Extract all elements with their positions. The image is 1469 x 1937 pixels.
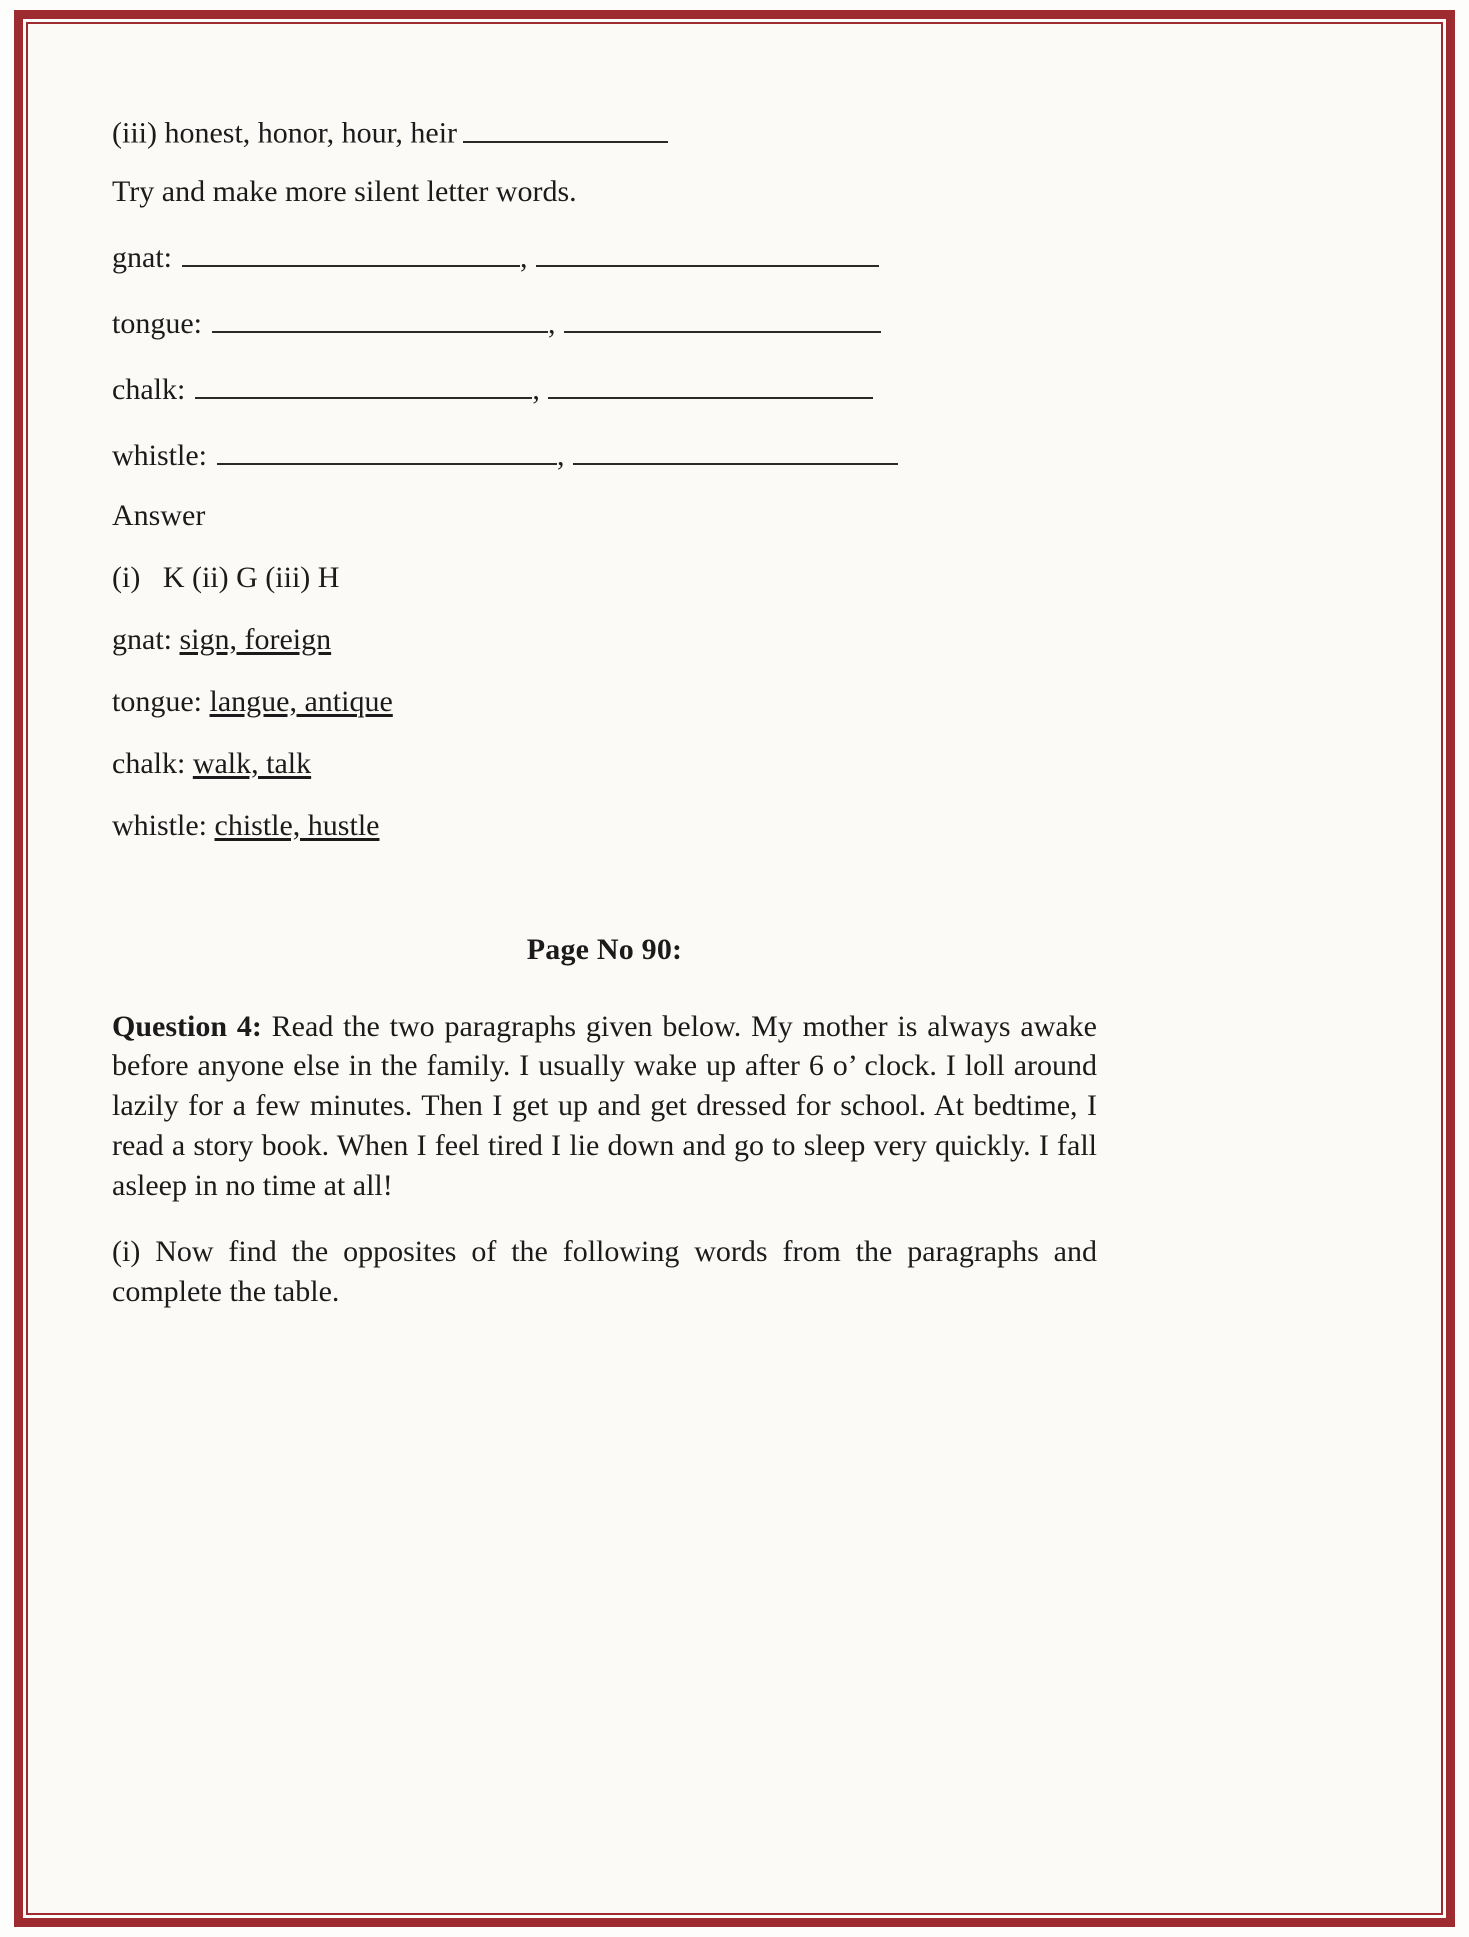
prompt-iii-blank[interactable] (463, 112, 668, 143)
answer-row-whistle (112, 809, 1097, 843)
question-4-body: Read the two paragraphs given below. My mother is always awake before anyone else in the family. I usually wake up after 6 o’ clock. I loll around lazily for a few minutes. Then I get up and get dressed for school. At bedtime, I read a story book. When I feel tired I lie down and go to sleep very quickly. I fall asleep in no time at all! (112, 1009, 1097, 1203)
answer-row-gnat-value: sign, foreign (179, 622, 332, 656)
fill-row-chalk-label: chalk: (112, 372, 186, 406)
fill-row-whistle (112, 433, 1097, 471)
answer-row-tongue-label: tongue: (112, 684, 202, 718)
answer-row-chalk-label: chalk: (112, 746, 186, 780)
fill-row-chalk (112, 367, 1097, 405)
fill-row-tongue-blank-1[interactable] (212, 301, 548, 333)
fill-row-tongue-comma: , (548, 306, 556, 340)
fill-row-whistle-blank-2[interactable] (573, 433, 898, 465)
fill-row-gnat-blank-1[interactable] (182, 235, 520, 267)
sub-question-i: (i) Now find the opposites of the following words from the paragraphs and complete the table. (112, 1234, 1097, 1308)
fill-row-whistle-blank-1[interactable] (217, 433, 557, 465)
answer-row-chalk (112, 747, 1097, 781)
fill-row-tongue-label: tongue: (112, 306, 202, 340)
fill-row-whistle-comma: , (557, 438, 565, 472)
answer-row-tongue (112, 685, 1097, 719)
answer-heading: Answer (112, 498, 206, 532)
fill-row-chalk-blank-2[interactable] (548, 367, 873, 399)
answer-row-whistle-label: whistle: (112, 808, 207, 842)
answer-row-whistle-value: chistle, hustle (214, 808, 380, 842)
fill-row-gnat (112, 235, 1097, 273)
page-content (112, 112, 1097, 1338)
question-4-label: Question 4: (112, 1009, 262, 1043)
answer-row-chalk-value: walk, talk (192, 746, 312, 780)
answer-letters: (i) K (ii) G (iii) H (112, 560, 340, 594)
instruction-line: Try and make more silent letter words. (112, 174, 577, 208)
answer-row-gnat-label: gnat: (112, 622, 172, 656)
fill-row-chalk-blank-1[interactable] (195, 367, 532, 399)
fill-row-gnat-comma: , (520, 240, 528, 274)
answer-row-tongue-value: langue, antique (209, 684, 393, 718)
fill-row-gnat-blank-2[interactable] (536, 235, 879, 267)
answer-row-gnat (112, 623, 1097, 657)
fill-row-gnat-label: gnat: (112, 240, 172, 274)
fill-row-chalk-comma: , (532, 372, 540, 406)
fill-row-tongue-blank-2[interactable] (564, 301, 881, 333)
fill-row-tongue (112, 301, 1097, 339)
prompt-iii-line (112, 112, 1097, 149)
question-4-paragraph (112, 1007, 1097, 1206)
fill-row-whistle-label: whistle: (112, 438, 207, 472)
prompt-iii-text: (iii) honest, honor, hour, heir (112, 116, 458, 150)
page-no-heading: Page No 90: (526, 932, 683, 966)
